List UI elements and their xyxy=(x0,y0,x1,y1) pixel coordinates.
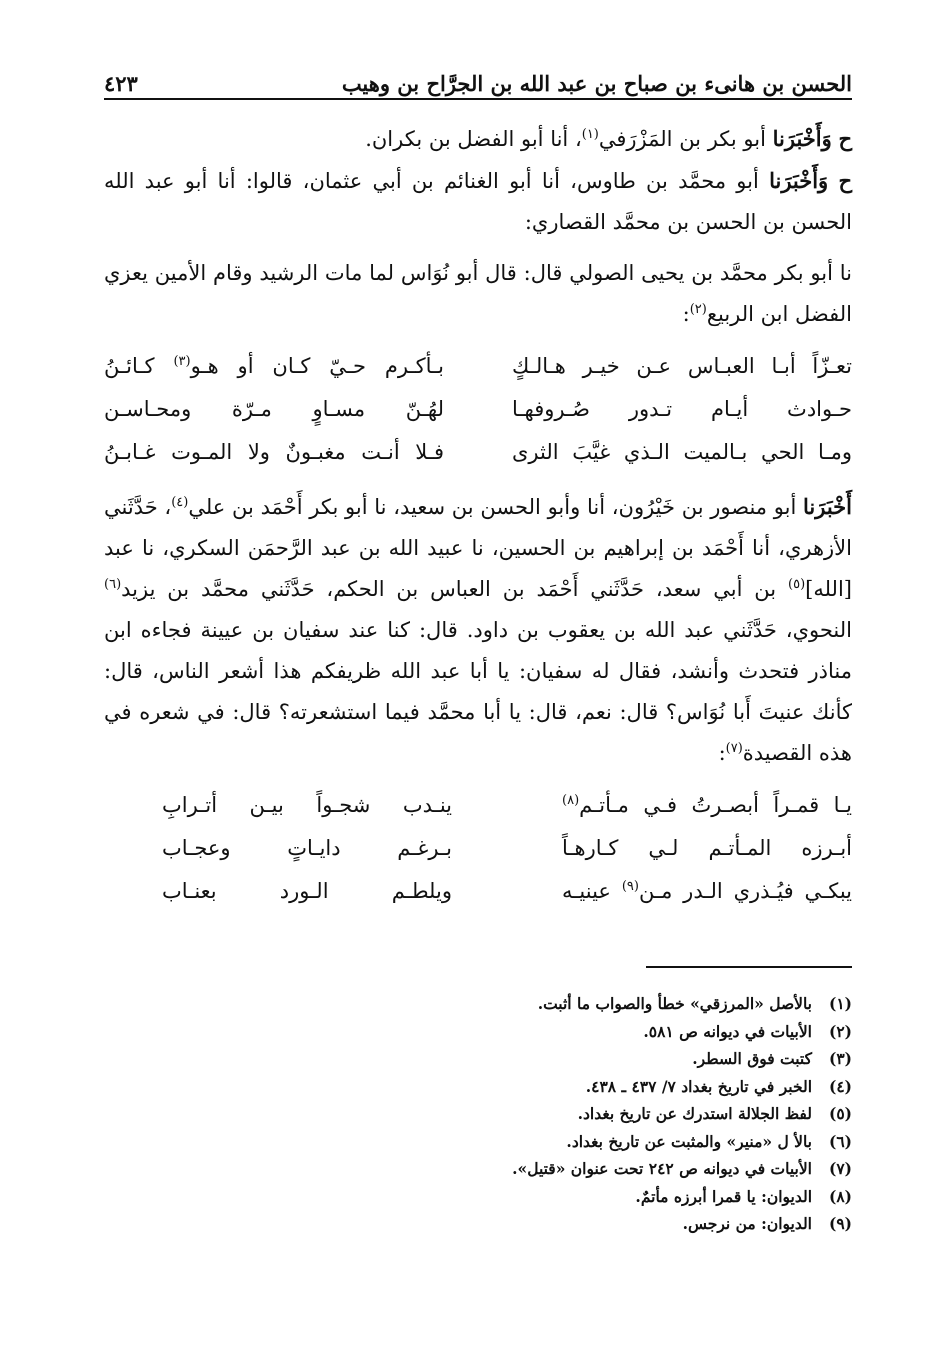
chain-marker: ح xyxy=(838,126,852,151)
footnote-ref: (٤) xyxy=(171,495,189,510)
verse-line xyxy=(162,827,852,870)
verse-second-hemistich: ينـدب شجـواً بيـن أتـرابِ xyxy=(162,793,452,817)
footnote-ref: (٦) xyxy=(104,577,122,592)
verse-first-hemistich xyxy=(562,784,852,827)
footnote-ref: (٩) xyxy=(621,879,639,894)
paragraph-text: نا أبو بكر محمَّد بن يحيى الصولي قال: قال أبو نُوَاس لما مات الرشيد وقام الأمين يعزي الفضل ابن الربيع xyxy=(104,261,852,326)
paragraph-4 xyxy=(104,486,852,774)
hemistich-text: كـائـنُ xyxy=(104,354,174,378)
paragraph-text: ، أنا أبو الفضل بن بكران. xyxy=(365,127,582,151)
footnote xyxy=(104,1045,852,1073)
footnote-text: بالأ ل «منير» والمثبت عن تاريخ بغداد. xyxy=(566,1131,812,1151)
paragraph-1 xyxy=(104,118,852,160)
footnote-ref: (٥) xyxy=(788,577,806,592)
verse-first-hemistich: تعـزّاً أبـا العبـاس عـن خيـر هـالـكٍ xyxy=(512,354,852,378)
verse-line xyxy=(104,431,852,474)
paragraph-text: النحوي، حَدَّثَني عبد الله بن يعقوب بن داود. قال: كنا عند سفيان بن عيينة فجاءه ابن مناذر فتحدث وأنشد، فقال له سفيان: يا أبا عبد الله ظريفكم هذا أشعر الناس، قال: كأنك عنيتَ أَبا نُوَاس؟ قال: نعم، قال: يا أبا محمَّد فيما استشعرته؟ قال: في شعره في هذه القصيدة xyxy=(104,618,852,765)
footnote xyxy=(104,1128,852,1156)
punctuation: : xyxy=(682,302,690,326)
footnote-number: (٦) xyxy=(828,1131,852,1151)
punctuation: : xyxy=(718,741,726,765)
footnote-text: الأبيات في ديوانه ص ٢٤٢ تحت عنوان «قتيل». xyxy=(512,1159,812,1178)
paragraph-3 xyxy=(104,253,852,335)
poem-2 xyxy=(104,784,852,913)
footnote xyxy=(104,1183,852,1211)
page-number: ٤٢٣ xyxy=(104,71,138,96)
footnote-number: (١) xyxy=(828,994,852,1013)
verse-second-hemistich: فـلا أنـت مغبـونٌ ولا المـوت غـابـنُ xyxy=(104,440,444,464)
verse-first-hemistich: أبـرزه المـأتـم لـي كـارهـاً xyxy=(562,836,852,860)
footnote xyxy=(104,1100,852,1128)
keyword-akhbarana: وَأَخْبَرَنا xyxy=(769,168,829,193)
hemistich-text: بـأكـرم حـيّ كـان أو هـو xyxy=(190,354,444,378)
footnote-text: الخبر في تاريخ بغداد ٧/ ٤٣٧ ـ ٤٣٨. xyxy=(585,1076,812,1096)
footnote-text: لفظ الجلالة استدرك عن تاريخ بغداد. xyxy=(577,1104,812,1123)
poem-1 xyxy=(104,345,852,474)
footnote-number: (٧) xyxy=(828,1159,852,1178)
paragraph-text: أبو منصور بن خَيْرُون، أنا وأبو الحسن بن سعيد، نا أبو بكر أَحْمَد بن علي xyxy=(188,495,797,519)
verse-line xyxy=(104,388,852,431)
hemistich-text: يبكـي فيُـذري الـدر مـن xyxy=(638,879,852,903)
footnote xyxy=(104,1210,852,1238)
verse-line xyxy=(162,784,852,827)
paragraph-text: أبو بكر بن المَزْرَفي xyxy=(598,127,766,151)
footnote-number: (٩) xyxy=(828,1214,852,1233)
hemistich-text: عينيـه xyxy=(562,879,622,903)
verse-second-hemistich: ويلطـم الـورد بعنـاب xyxy=(162,879,452,903)
verse-line xyxy=(104,345,852,388)
footnote-text: الديوان: من نرجس. xyxy=(682,1214,812,1233)
verse-first-hemistich xyxy=(562,870,852,913)
footnote-ref: (٢) xyxy=(689,302,707,317)
header-divider xyxy=(104,98,852,100)
main-text xyxy=(104,118,852,925)
verse-first-hemistich: حـوادث أيـام تـدور صُـروفهـا xyxy=(512,397,852,421)
footnote-number: (٤) xyxy=(828,1076,852,1096)
footnote-ref: (٣) xyxy=(173,354,191,369)
verse-first-hemistich: ومـا الحي بـالميت الـذي غيَّبَ الثرى xyxy=(512,440,852,464)
verse-second-hemistich: بـرغـم دايـاتٍ وعجـاب xyxy=(162,836,452,860)
verse-line xyxy=(162,870,852,913)
verse-second-hemistich xyxy=(104,345,444,388)
paragraph-text: ، حَدَّثَني الأزهري، أنا أَحْمَد بن إبراهيم بن الحسين، نا عبيد الله بن عبد الرَّحمَن السكري، نا عبد [الله] xyxy=(104,495,852,601)
footnote-ref: (٧) xyxy=(725,741,743,756)
keyword-akhbarana: وَأَخْبَرَنا xyxy=(772,126,832,151)
footnote-text: الأبيات في ديوانه ص ٥٨١. xyxy=(643,1021,812,1041)
footnote-text: الديوان: يا قمرا أبرزه مأتمٌ. xyxy=(635,1186,812,1206)
footnote xyxy=(104,1018,852,1046)
footnote-ref: (٨) xyxy=(562,793,580,808)
footnote-text: كتبت فوق السطر. xyxy=(692,1049,812,1068)
footnote-text: بالأصل «المرزقي» خطأ والصواب ما أثبت. xyxy=(537,994,812,1013)
footnote-number: (٢) xyxy=(828,1021,852,1041)
footnote xyxy=(104,990,852,1018)
paragraph-text: بن أبي سعد، حَدَّثَني أَحْمَد بن العباس بن الحكم، حَدَّثَني محمَّد بن يزيد xyxy=(121,577,789,601)
running-header xyxy=(104,62,852,96)
footnotes xyxy=(104,990,852,1238)
verse-second-hemistich: لهُـنّ مسـاوٍ مـرّة ومحـاسـن xyxy=(104,397,444,421)
footnote xyxy=(104,1073,852,1101)
footnote xyxy=(104,1155,852,1183)
footnote-number: (٥) xyxy=(828,1104,852,1123)
footnote-divider xyxy=(646,966,852,968)
paragraph-2 xyxy=(104,160,852,243)
footnote-number: (٣) xyxy=(828,1049,852,1068)
footnote-number: (٨) xyxy=(828,1186,852,1206)
paragraph-text: أبو محمَّد بن طاوس، أنا أبو الغنائم بن أبي عثمان، قالوا: أنا أبو عبد الله الحسن بن الحسن بن محمَّد القصاري: xyxy=(104,169,852,234)
keyword-akhbarana: أَخْبَرَنا xyxy=(803,494,852,519)
footnote-ref: (١) xyxy=(581,127,599,142)
chain-marker: ح xyxy=(838,168,852,193)
hemistich-text: يـا قمـراً أبصـرتُ فـي مـأتـم xyxy=(579,793,852,817)
header-title: الحسن بن هانىء بن صباح بن عبد الله بن الجرَّاح بن وهيب xyxy=(341,71,852,96)
